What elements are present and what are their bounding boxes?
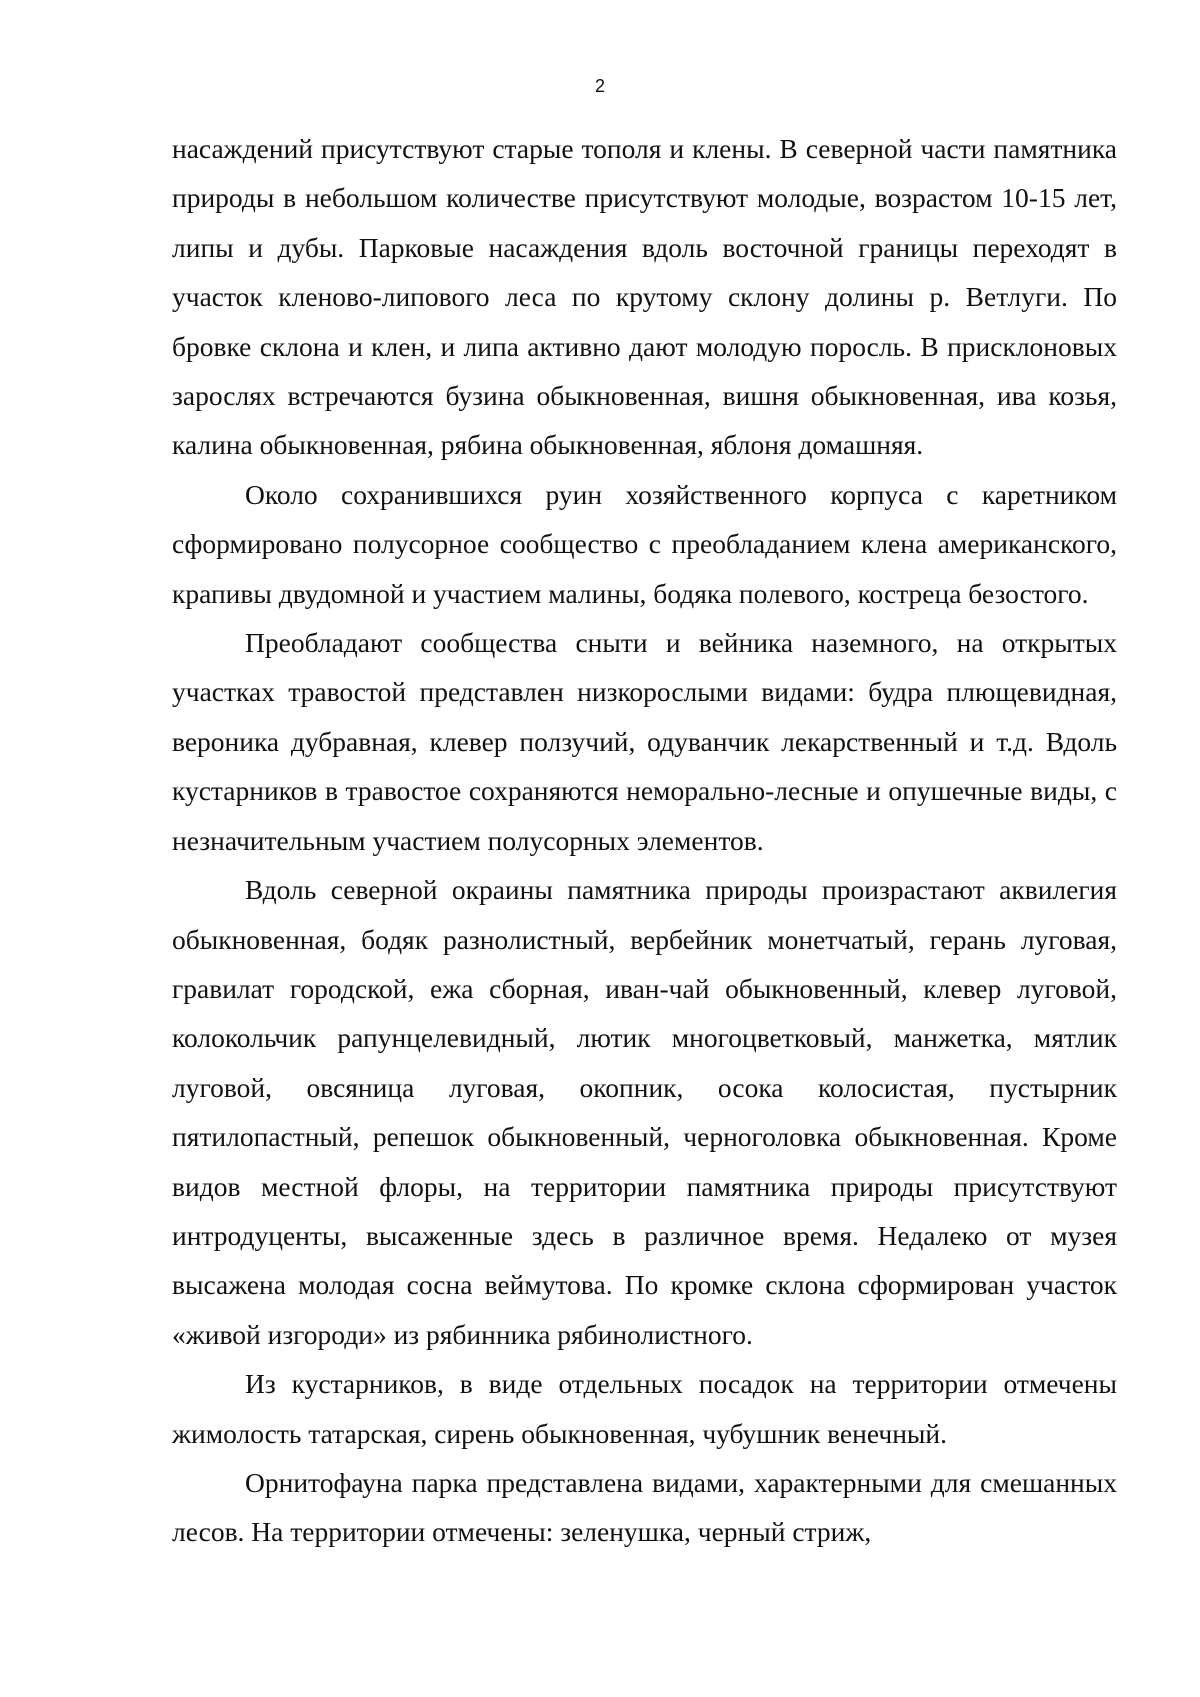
page-number: 2 xyxy=(594,76,605,96)
paragraph-2: Около сохранившихся руин хозяйственного корпуса с каретником сформировано полусорное сообщество с преобладанием клена американского, крапивы двудомной и участием малины, бодяка полевого, костреца безостого. xyxy=(172,478,1117,609)
paragraph-3: Преобладают сообщества сныти и вейника наземного, на открытых участках травостой представлен низкорослыми видами: будра плющевидная, вероника дубравная, клевер ползучий, одуванчик лекарственный и т.д. Вдоль кустарников в травостое сохраняются неморально-лесные и опушечные виды, с незначительным участием полусорных элементов. xyxy=(172,627,1117,856)
paragraph-5: Из кустарников, в виде отдельных посадок на территории отмечены жимолость татарская, сирень обыкновенная, чубушник венечный. xyxy=(172,1368,1117,1449)
paragraph-4: Вдоль северной окраины памятника природы произрастают аквилегия обыкновенная, бодяк разнолистный, вербейник монетчатый, герань луговая, гравилат городской, ежа сборная, иван-чай обыкновенный, клевер луговой, колокольчик рапунцелевидный, лютик многоцветковый, манжетка, мятлик луговой, овсяница луговая, окопник, осока колосистая, пустырник пятилопастный, репешок обыкновенный, черноголовка обыкновенная. Кроме видов местной флоры, на территории памятника природы присутствуют интродуценты, высаженные здесь в различное время. Недалеко от музея высажена молодая сосна веймутова. По кромке склона сформирован участок «живой изгороди» из рябинника рябинолистного. xyxy=(172,874,1117,1350)
body-text xyxy=(172,124,1117,1557)
paragraph-1: насаждений присутствуют старые тополя и клены. В северной части памятника природы в небольшом количестве присутствуют молодые, возрастом 10-15 лет, липы и дубы. Парковые насаждения вдоль восточной границы переходят в участок кленово-липового леса по крутому склону долины р. Ветлуги. По бровке склона и клен, и липа активно дают молодую поросль. В присклоновых зарослях встречаются бузина обыкновенная, вишня обыкновенная, ива козья, калина обыкновенная, рябина обыкновенная, яблоня домашняя. xyxy=(172,133,1117,461)
paragraph-6: Орнитофауна парка представлена видами, характерными для смешанных лесов. На территории отмечены: зеленушка, черный стриж, xyxy=(172,1466,1117,1548)
